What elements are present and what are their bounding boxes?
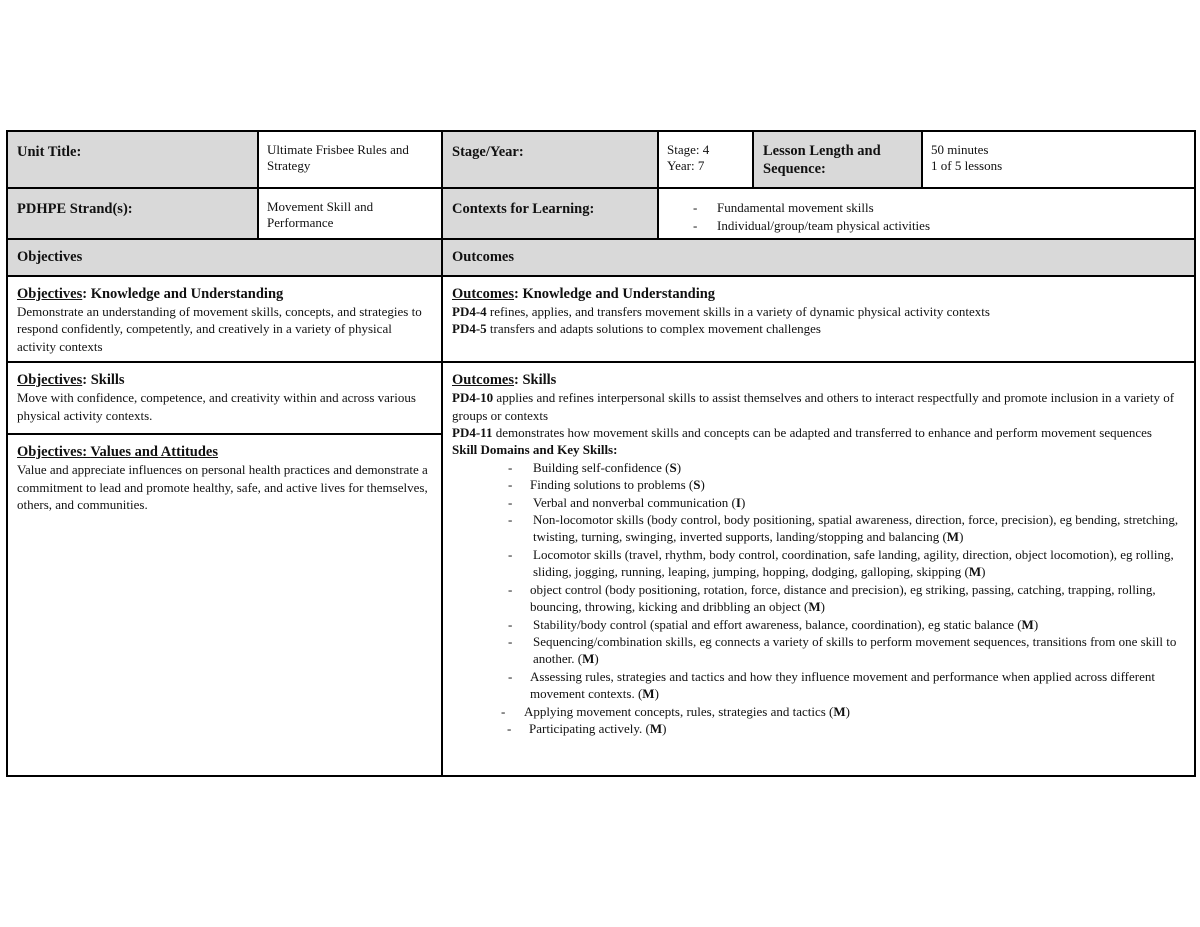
strand-value: Movement Skill and Performance bbox=[258, 188, 442, 239]
outcomes-skills bbox=[442, 362, 1195, 776]
lesson-length-label: Lesson Length and Sequence: bbox=[753, 131, 922, 188]
outcomes-knowledge bbox=[442, 276, 1195, 362]
list-item: - Fundamental movement skills bbox=[659, 199, 1186, 217]
skill-domains-heading: Skill Domains and Key Skills: bbox=[452, 442, 618, 458]
list-item: - Individual/group/team physical activities bbox=[659, 217, 1186, 235]
list-item: - Verbal and nonverbal communication (I) bbox=[452, 494, 1185, 511]
stage-year-label: Stage/Year: bbox=[442, 131, 658, 188]
strand-label: PDHPE Strand(s): bbox=[7, 188, 258, 239]
stage-year-value bbox=[658, 131, 753, 188]
stage-value: Stage: 4 bbox=[667, 142, 710, 157]
lesson-length-value bbox=[922, 131, 1195, 188]
objectives-knowledge bbox=[7, 276, 442, 362]
outcome-item: PD4-5 transfers and adapts solutions to complex movement challenges bbox=[452, 321, 821, 337]
objectives-knowledge-title: Objectives: Knowledge and Understanding bbox=[17, 286, 284, 302]
objectives-values-text: Value and appreciate influences on personal health practices and demonstrate a commitment to lead and promote healthy, safe, and active lives for themselves, others, and communities. bbox=[17, 462, 428, 513]
list-item: - object control (body positioning, rotation, force, distance and precision), eg striking, passing, catching, trapping, rolling, bouncing, throwing, kicking and dribbling an object (M) bbox=[452, 581, 1185, 616]
unit-title-label: Unit Title: bbox=[7, 131, 258, 188]
list-item: - Applying movement concepts, rules, strategies and tactics (M) bbox=[452, 703, 1185, 720]
objectives-skills-values bbox=[7, 362, 442, 776]
contexts-list bbox=[659, 199, 1186, 234]
header-row-1 bbox=[7, 131, 1195, 188]
contexts-label: Contexts for Learning: bbox=[442, 188, 658, 239]
lesson-plan-table bbox=[6, 130, 1196, 777]
outcome-item: PD4-11 demonstrates how movement skills and concepts can be adapted and transferred to enhance and perform movement sequences bbox=[452, 425, 1152, 441]
outcomes-skills-title: Outcomes: Skills bbox=[452, 372, 557, 389]
objectives-skills-title: Objectives: Skills bbox=[17, 372, 125, 389]
outcomes-heading: Outcomes bbox=[442, 239, 1195, 276]
list-item: - Stability/body control (spatial and effort awareness, balance, coordination), eg static balance (M) bbox=[452, 616, 1185, 633]
objectives-values bbox=[8, 433, 441, 513]
list-item: - Participating actively. (M) bbox=[452, 720, 1185, 737]
list-item: - Non-locomotor skills (body control, body positioning, spatial awareness, direction, force, precision), eg bending, stretching, twisting, turning, swinging, inverted supports, landing/stopping and balancing (M) bbox=[452, 511, 1185, 546]
objectives-heading: Objectives bbox=[7, 239, 442, 276]
knowledge-row bbox=[7, 276, 1195, 362]
objectives-skills-text: Move with confidence, competence, and creativity within and across various physical activity contexts. bbox=[17, 390, 416, 423]
key-skills-list bbox=[452, 459, 1185, 738]
lesson-sequence: 1 of 5 lessons bbox=[931, 158, 1003, 173]
outcomes-knowledge-title: Outcomes: Knowledge and Understanding bbox=[452, 286, 716, 302]
objectives-values-title: Objectives: Values and Attitudes bbox=[17, 444, 219, 461]
list-item: - Sequencing/combination skills, eg connects a variety of skills to perform movement sequences, transitions from one skill to another. (M) bbox=[452, 633, 1185, 668]
skills-row bbox=[7, 362, 1195, 776]
list-item: - Finding solutions to problems (S) bbox=[452, 476, 1185, 493]
section-heading-row bbox=[7, 239, 1195, 276]
objectives-skills bbox=[17, 371, 432, 433]
contexts-value bbox=[658, 188, 1195, 239]
list-item: - Assessing rules, strategies and tactics and how they influence movement and performance when applied across different movement contexts. (M) bbox=[452, 668, 1185, 703]
outcome-item: PD4-4 refines, applies, and transfers movement skills in a variety of dynamic physical activity contexts bbox=[452, 304, 990, 319]
list-item: - Locomotor skills (travel, rhythm, body control, coordination, safe landing, agility, direction, object locomotion), eg rolling, sliding, jogging, running, leaping, jumping, hopping, dodging, galloping, skipping (M) bbox=[452, 546, 1185, 581]
year-value: Year: 7 bbox=[667, 158, 705, 173]
header-row-2 bbox=[7, 188, 1195, 239]
objectives-knowledge-text: Demonstrate an understanding of movement skills, concepts, and strategies to respond confidently, competently, and creatively in a variety of physical activity contexts bbox=[17, 304, 422, 354]
unit-title-value: Ultimate Frisbee Rules and Strategy bbox=[258, 131, 442, 188]
outcome-item: PD4-10 applies and refines interpersonal skills to assist themselves and others to interact respectfully and promote inclusion in a variety of groups or contexts bbox=[452, 390, 1175, 423]
lesson-duration: 50 minutes bbox=[931, 142, 989, 157]
list-item: - Building self-confidence (S) bbox=[452, 459, 1185, 476]
